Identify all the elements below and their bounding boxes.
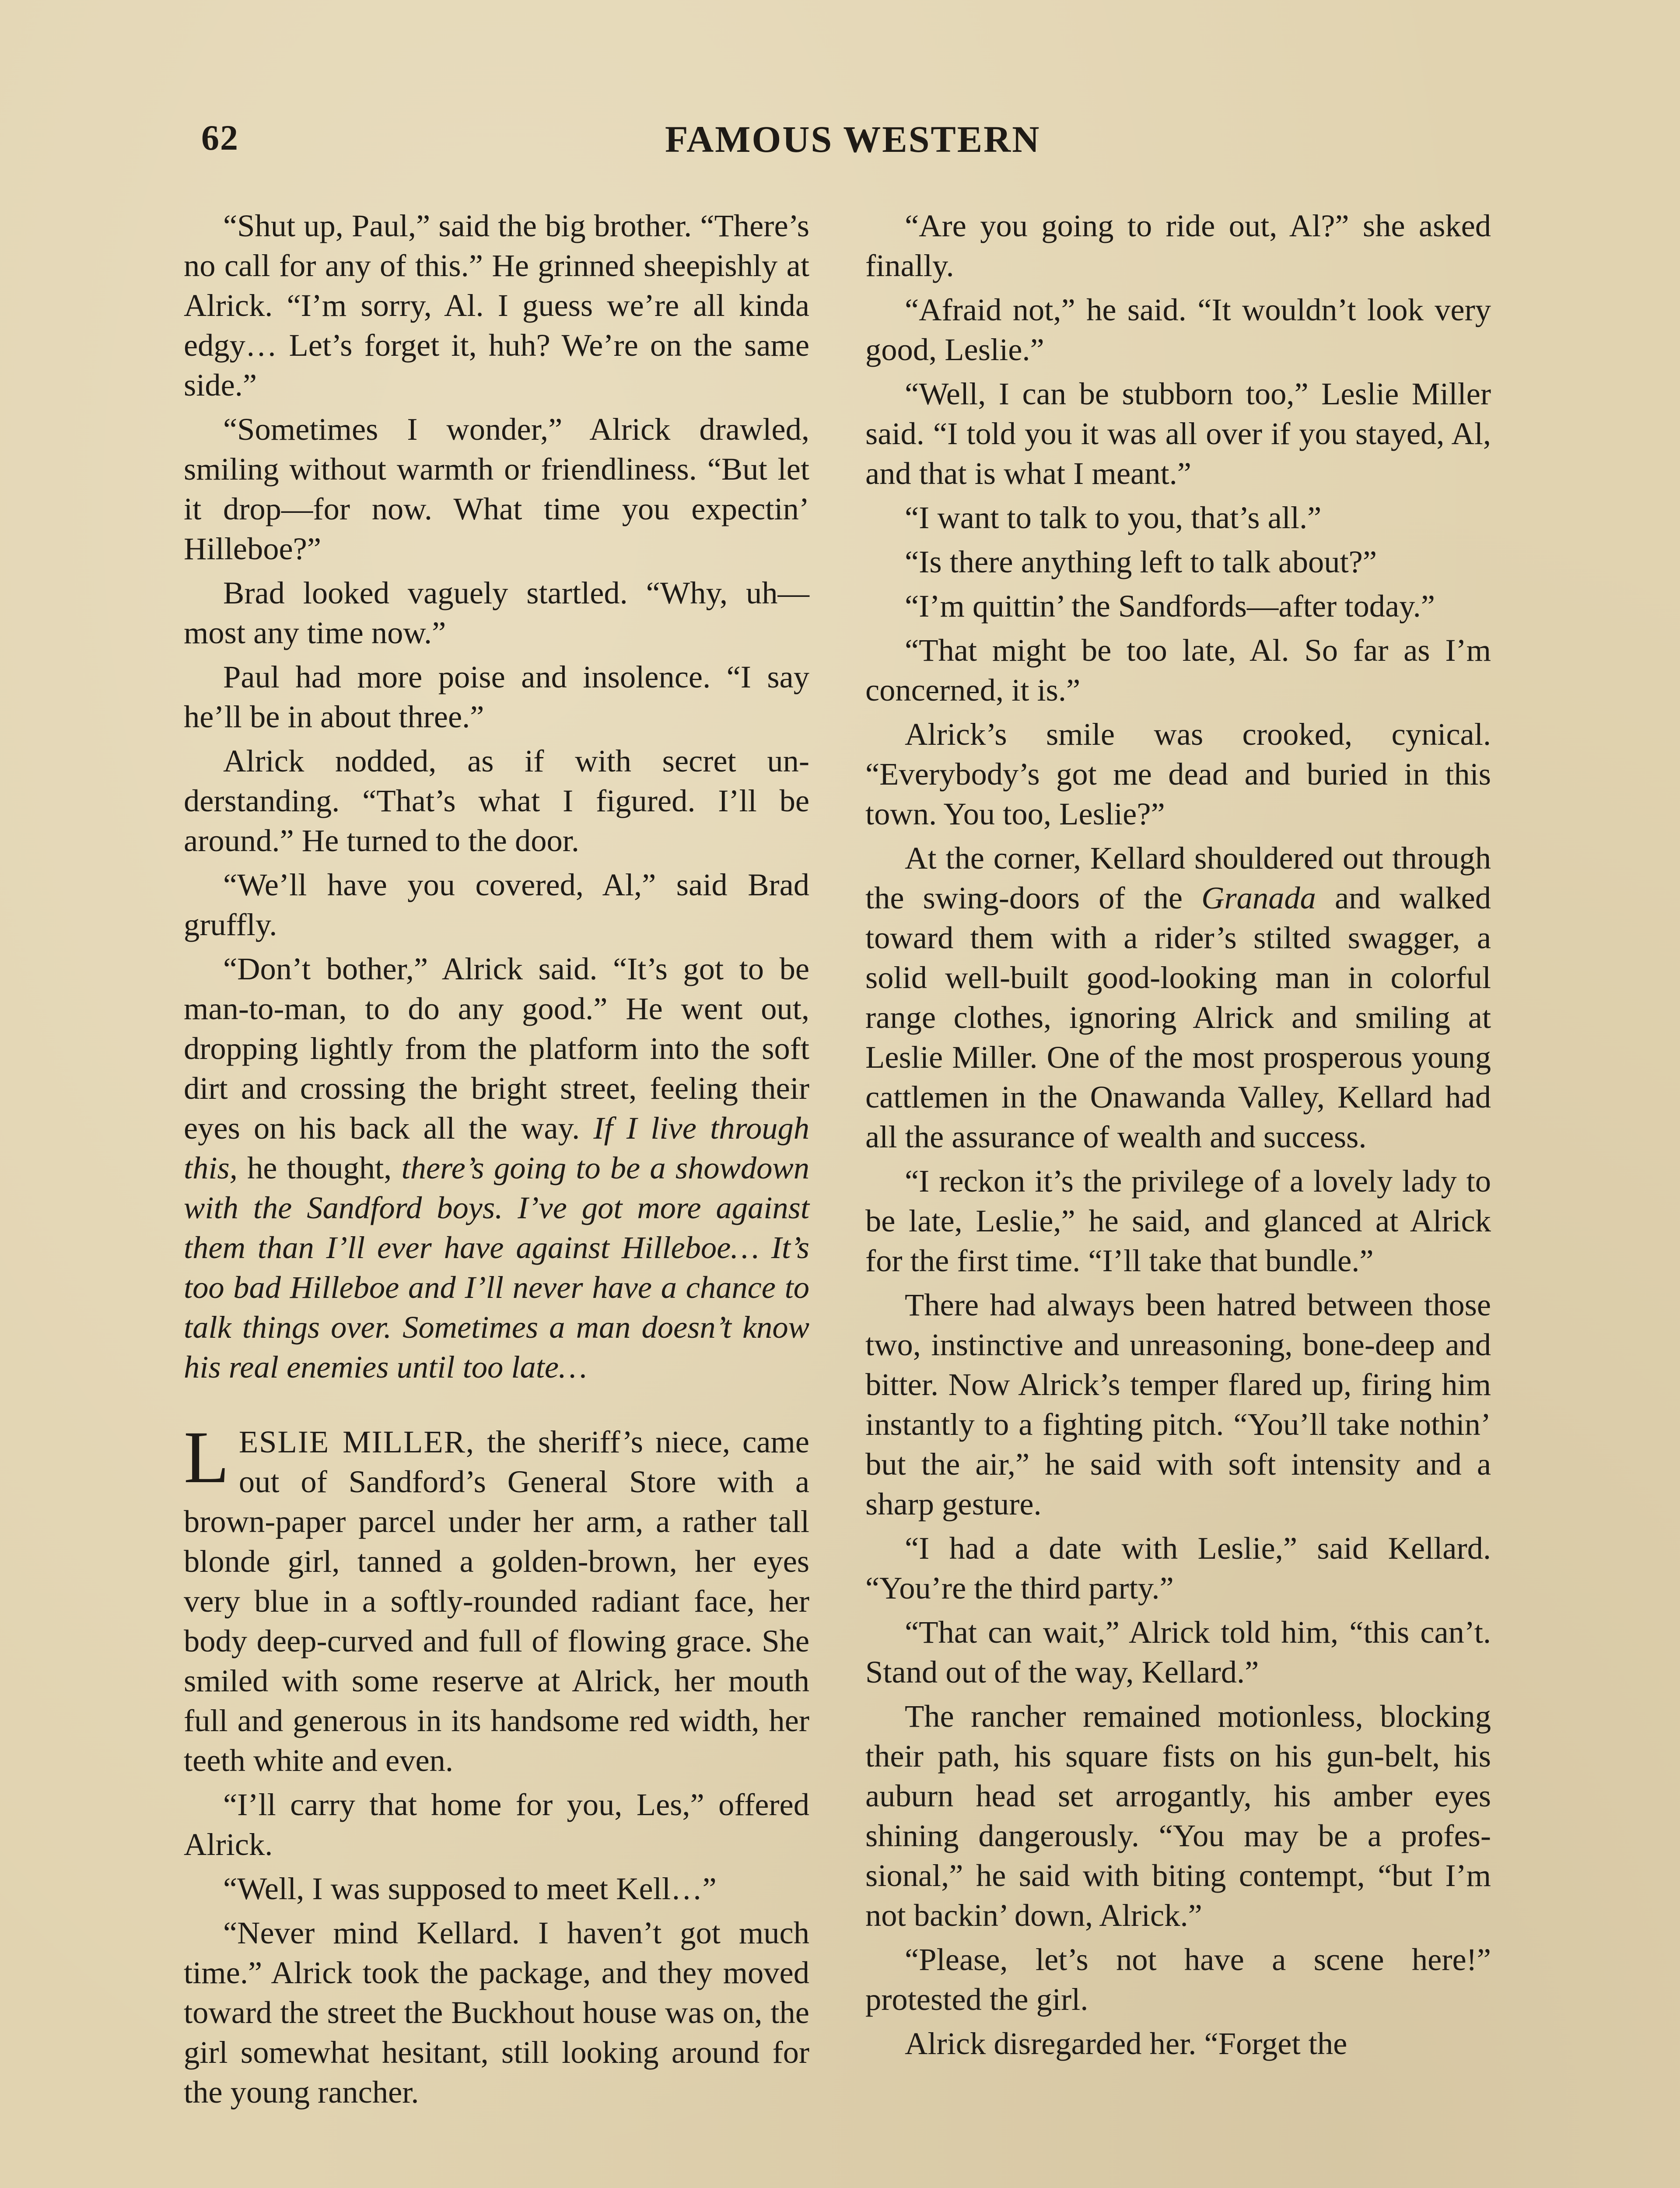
- paragraph: “Sometimes I wonder,” Alrick drawled, smiling without warmth or friendliness. “But let it drop—for now. What time you expectin’ Hilleboe?”: [184, 411, 809, 566]
- section-opening-paragraph: [184, 1416, 809, 1780]
- paragraph: Alrick’s smile was crooked, cynical. “Everybody’s got me dead and buried in this town. You too, Leslie?”: [865, 716, 1491, 831]
- opening-caps: ESLIE MILLER,: [238, 1424, 475, 1459]
- page-number: 62: [201, 118, 239, 158]
- paragraph-text: and walked toward them with a rider’s stilted swagger, a solid well-built good-looking man in colorful range clothes, ignoring Alrick and smiling at Leslie Miller. One of the most prosperous young cattlemen in the Onawanda Valley, Kellard had all the assurance of wealth and success.: [865, 880, 1491, 1154]
- paragraph-text: he thought,: [247, 1150, 392, 1185]
- running-head: FAMOUS WESTERN: [665, 118, 1041, 160]
- paragraph: Alrick nodded, as if with secret understanding. “That’s what I figured. I’ll be around.” He turned to the door.: [184, 743, 809, 858]
- paragraph: “Well, I can be stubborn too,” Leslie Miller said. “I told you it was all over if you stayed, Al, and that is what I meant.”: [865, 376, 1491, 491]
- paragraph: “I had a date with Leslie,” said Kellard. “You’re the third party.”: [865, 1530, 1491, 1606]
- paragraph: “We’ll have you covered, Al,” said Brad gruffly.: [184, 867, 809, 942]
- paragraph-text: the sheriff’s niece, came out of Sandford’s General Store with a brown-paper parcel under her arm, a rather tall blonde girl, tanned a golden-brown, her eyes very blue in a softly-rounded radiant face, her body deep-curved and full of flowing grace. She smiled with some reserve at Alrick, her mouth full and generous in its handsome red width, her teeth white and even.: [184, 1424, 809, 1778]
- paragraph: The rancher remained motionless, blocking their path, his square fists on his gun-belt, his auburn head set arrogantly, his amber eyes shining dangerously. “You may be a professional,” he said with biting contempt, “but I’m not backin’ down, Alrick.”: [865, 1698, 1491, 1933]
- paragraph-text: “Don’t bother,” Alrick said. “It’s got to be man-to-man, to do any good.” He went out, dropping lightly from the platform into the soft dirt and crossing the bright street, feeling their eyes on his back all the way.: [184, 951, 809, 1146]
- paragraph: Paul had more poise and insolence. “I say he’ll be in about three.”: [184, 659, 809, 734]
- left-column: [184, 206, 809, 2112]
- right-column: [865, 206, 1491, 2063]
- paragraph: “Is there anything left to talk about?”: [905, 544, 1377, 579]
- paragraph: “I want to talk to you, that’s all.”: [905, 500, 1322, 535]
- italic-thought: If I live through this,: [184, 1110, 810, 1185]
- paragraph: There had always been hatred between those two, instinctive and unreasoning, bone-deep and bitter. Now Alrick’s temper flared up, firing him instantly to a fighting pitch. “You’ll take nothin’ but the air,” he said with soft intensity and a sharp gesture.: [865, 1287, 1491, 1522]
- drop-cap: L: [184, 1416, 229, 1498]
- paragraph: “Are you going to ride out, Al?” she asked finally.: [865, 208, 1491, 283]
- paragraph: “That can wait,” Alrick told him, “this can’t. Stand out of the way, Kellard.”: [865, 1614, 1491, 1690]
- paragraph: “I reckon it’s the privilege of a lovely lady to be late, Leslie,” he said, and glanced at Alrick for the first time. “I’ll take that bundle.”: [865, 1163, 1491, 1278]
- paragraph: “I’ll carry that home for you, Les,” offered Alrick.: [184, 1787, 809, 1862]
- italic-name: Granada: [1201, 880, 1316, 915]
- paragraph: [184, 949, 809, 1387]
- paragraph: “That might be too late, Al. So far as I’m concerned, it is.”: [865, 632, 1491, 708]
- paragraph: “Never mind Kellard. I haven’t got much time.” Alrick took the package, and they moved toward the street the Buckhout house was on, the girl somewhat hesitant, still looking around for the young rancher.: [184, 1915, 809, 2110]
- paragraph-text: At the corner, Kellard shouldered out through the swing-doors of the: [865, 840, 1491, 915]
- paragraph: “Please, let’s not have a scene here!” protested the girl.: [865, 1942, 1491, 2017]
- italic-thought: there’s going to be a showdown with the Sandford boys. I’ve got more against them than I’ll ever have against Hilleboe… It’s too bad Hilleboe and I’ll never have a chance to talk things over. Sometimes a man doesn’t know his real enemies until too late…: [184, 1150, 810, 1385]
- paragraph: Brad looked vaguely startled. “Why, uh—most any time now.”: [184, 575, 809, 650]
- paragraph: [865, 838, 1491, 1157]
- paragraph: Alrick disregarded her. “Forget the: [905, 2026, 1348, 2061]
- page-header: [201, 117, 1514, 165]
- paragraph: “I’m quittin’ the Sandfords—after today.”: [905, 588, 1435, 624]
- paragraph: “Afraid not,” he said. “It wouldn’t look very good, Leslie.”: [865, 292, 1491, 367]
- paragraph: “Shut up, Paul,” said the big brother. “There’s no call for any of this.” He grinned sheepishly at Alrick. “I’m sorry, Al. I guess we’re all kinda edgy… Let’s forget it, huh? We’re on the same side.”: [184, 208, 809, 403]
- paragraph: “Well, I was supposed to meet Kell…”: [223, 1871, 717, 1906]
